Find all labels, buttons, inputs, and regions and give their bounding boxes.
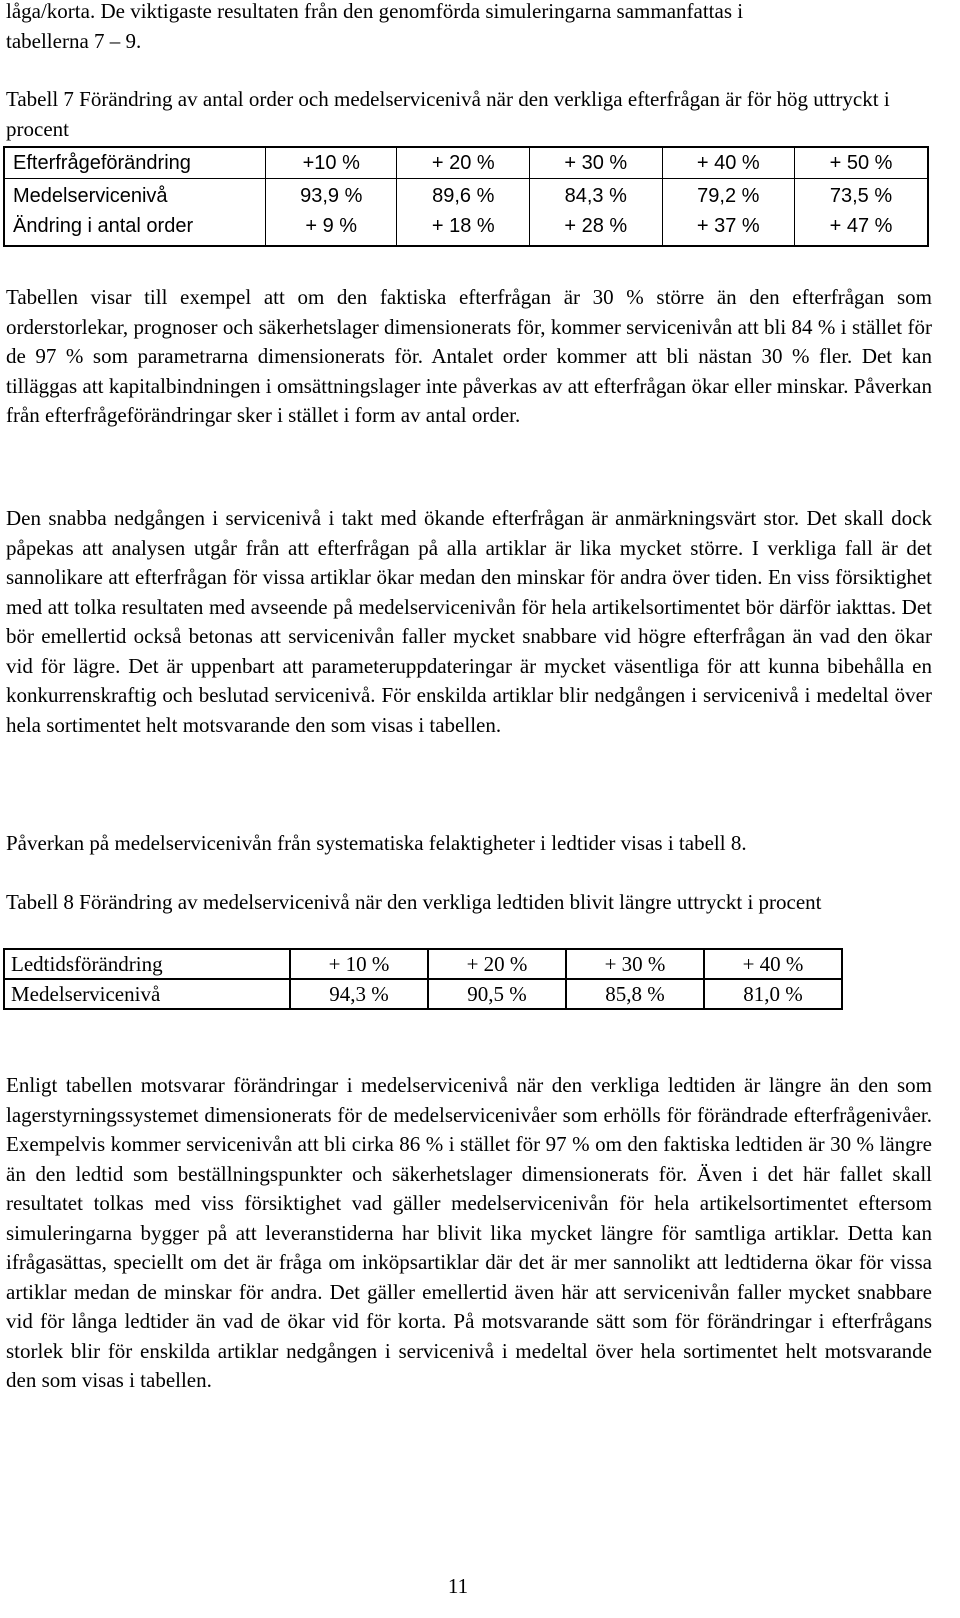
table7-header-cell: + 30 %: [530, 147, 663, 179]
table7-header-cell: +10 %: [266, 147, 397, 179]
table8-row: [4, 979, 842, 1009]
table8: [3, 948, 843, 1010]
table7-cell: 89,6 %: [397, 179, 530, 212]
table7-cell: 73,5 %: [795, 179, 928, 212]
table7-caption: Tabell 7 Förändring av antal order och medelservicenivå när den verkliga efterfrågan är för hög uttryckt i procent: [6, 87, 890, 141]
paragraph-2: Den snabba nedgången i servicenivå i takt med ökande efterfrågan är anmärkningsvärt stor. Det skall dock påpekas att analysen utgår från att efterfrågan på alla artiklar är lika mycket större. I verkliga fall är det sannolikare att efterfrågan för vissa artiklar ökar medan den minskar för andra över tiden. En viss försiktighet med att tolka resultaten med avseende på medelservicenivån för hela artikelsortimentet bör därför iakttas. Det bör emellertid också betonas att servicenivån faller mycket snabbare vid högre efterfrågan än vad den ökar vid för lägre. Det är uppenbart att parameteruppdateringar är mycket väsentliga för att kunna bibehålla en konkurrenskraftig och beslutad servicenivå. För enskilda artiklar blir nedgången i servicenivå i medeltal över hela sortimentet helt motsvarande den som visas i tabellen.: [6, 506, 932, 737]
table8-header-cell: + 10 %: [290, 949, 428, 979]
table7-header-cell: + 40 %: [662, 147, 795, 179]
paragraph-1: Tabellen visar till exempel att om den faktiska efterfrågan är 30 % större än den efterfrågan som orderstorlekar, prognoser och säkerhetslager dimensionerats för, kommer servicenivån att bli 84 % i stället för de 97 % som parametrarna dimensionerats för. Antalet order kommer att bli nästan 30 % fler. Det kan tilläggas att kapitalbindningen i omsättningslager inte påverkas av att efterfrågan ökar eller minskar. Påverkan från efterfrågeförändringar sker i stället i form av antal order.: [6, 285, 932, 427]
table7-header-row: [4, 147, 928, 179]
table7-cell: + 9 %: [266, 211, 397, 246]
table7-cell: + 18 %: [397, 211, 530, 246]
table8-header-cell: Ledtidsförändring: [4, 949, 290, 979]
paragraph-4: Enligt tabellen motsvarar förändringar i medelservicenivå när den verkliga ledtiden är längre än den som lagerstyrningssystemet dimensionerats för de medelservicenivåer som erhölls för förändrade efterfrågenivåer. Exempelvis kommer servicenivån att bli cirka 86 % i stället för 97 % om den faktiska ledtiden är 30 % längre än den ledtid som beställningspunkter och säkerhetslager dimensionerats för. Även i det här fallet skall resultatet tolkas med viss försiktighet vad gäller medelservicenivån för hela artikelsortimentet eftersom simuleringarna bygger på att leveranstiderna har blivit lika mycket längre för samtliga artiklar. Detta kan ifrågasättas, speciellt om det är fråga om inköpsartiklar där det är mer sannolikt att ledtiderna ökar för vissa artiklar medan de minskar för andra. Det gäller emellertid även här att servicenivån faller mycket snabbare vid för långa ledtider än vad de ökar vid för korta. På motsvarande sätt som för förändringar i efterfrågans storlek blir för enskilda artiklar nedgången i servicenivå i medeltal över hela sortimentet helt motsvarande den som visas i tabellen.: [6, 1073, 932, 1392]
table7-cell: + 37 %: [662, 211, 795, 246]
table8-header-cell: + 30 %: [566, 949, 704, 979]
table8-caption: Tabell 8 Förändring av medelservicenivå när den verkliga ledtiden blivit längre uttryckt i procent: [6, 890, 822, 914]
table7-cell: + 28 %: [530, 211, 663, 246]
intro-line-2: tabellerna 7 – 9.: [6, 29, 142, 53]
table8-cell: 81,0 %: [704, 979, 842, 1009]
table8-header-row: [4, 949, 842, 979]
page-number: 11: [447, 1574, 469, 1598]
table7-cell: + 47 %: [795, 211, 928, 246]
paragraph-3: Påverkan på medelservicenivån från systematiska felaktigheter i ledtider visas i tabell 8.: [6, 831, 747, 855]
table8-cell: 85,8 %: [566, 979, 704, 1009]
table8-header-cell: + 40 %: [704, 949, 842, 979]
table8-cell: 90,5 %: [428, 979, 566, 1009]
table8-header-cell: + 20 %: [428, 949, 566, 979]
table7-header-cell: + 50 %: [795, 147, 928, 179]
table7: [3, 146, 929, 247]
table7-header-cell: + 20 %: [397, 147, 530, 179]
table7-cell: 79,2 %: [662, 179, 795, 212]
intro-line-1: låga/korta. De viktigaste resultaten från den genomförda simuleringarna sammanfattas i: [6, 0, 744, 23]
table7-row: [4, 211, 928, 246]
table8-cell: 94,3 %: [290, 979, 428, 1009]
table7-cell: 84,3 %: [530, 179, 663, 212]
table7-header-cell: Efterfrågeförändring: [4, 147, 266, 179]
table7-row: [4, 179, 928, 212]
table8-cell: Medelservicenivå: [4, 979, 290, 1009]
table7-cell: 93,9 %: [266, 179, 397, 212]
table7-cell: Ändring i antal order: [4, 211, 266, 246]
table7-cell: Medelservicenivå: [4, 179, 266, 212]
